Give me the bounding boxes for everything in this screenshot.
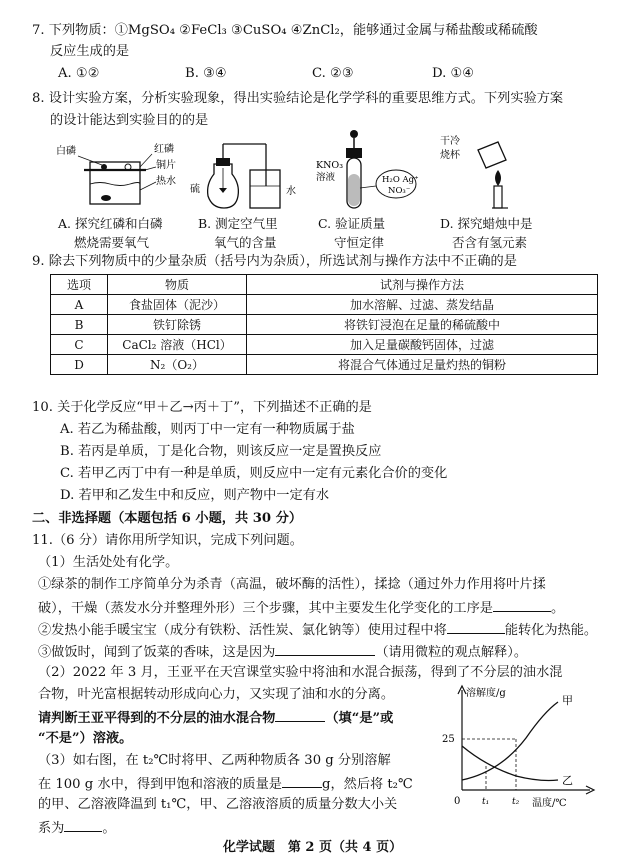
table-cell: 加水溶解、过滤、蒸发结晶: [247, 295, 598, 315]
table-row: [51, 335, 598, 355]
q11-part2-line2: 合物，叶光富根据转动形成向心力，又实现了油和水的分离。: [38, 687, 395, 702]
label-white-phosphorus: 白磷: [56, 146, 76, 157]
q7-stem-line2: 反应生成的是: [50, 44, 130, 59]
caption-b-line2: 氧气的含量: [214, 235, 277, 250]
q11-part3-line4: 系为 。: [38, 818, 116, 838]
q11-part1-b: ②发热小能手暖宝宝（成分有铁粉、活性炭、氯化钠等）使用过程中将 能转化为热能。: [38, 620, 597, 640]
q11-part3-line1: （3）如右图，在 t₂℃时将甲、乙两种物质各 30 g 分别溶解: [38, 753, 391, 768]
caption-a-line1: A. 探究红磷和白磷: [58, 216, 163, 231]
solubility-chart: [440, 682, 610, 812]
label-water-b: 水: [286, 186, 296, 197]
answer-blank-6[interactable]: [64, 818, 102, 832]
answer-blank-5[interactable]: [282, 774, 322, 788]
chart-xlabel: 温度/℃: [532, 798, 567, 809]
q11-part1-title: （1）生活处处有化学。: [38, 555, 179, 570]
answer-blank-1[interactable]: [493, 598, 551, 612]
q11-part2-line3: 请判断王亚平得到的不分层的油水混合物 （填“是”或: [38, 708, 393, 728]
table-cell: A: [51, 295, 108, 315]
q11-part1-a-line1: ①绿茶的制作工序简单分为杀青（高温，破坏酶的活性），揉捻（通过外力作用将叶片揉: [38, 577, 546, 592]
table-row: [51, 315, 598, 335]
label-solution: 溶液: [316, 172, 336, 183]
q9-stem: 9. 除去下列物质中的少量杂质（括号内为杂质），所选试剂与操作方法中不正确的是: [32, 254, 517, 269]
series-jia-label: 甲: [562, 694, 573, 707]
q8-stem-line2: 的设计能达到实验目的的是: [50, 113, 209, 128]
table-cell: 加入足量碳酸钙固体，过滤: [247, 335, 598, 355]
q11-part2-line4: “不是”）溶液。: [38, 731, 133, 746]
caption-a-line2: 燃烧需要氧气: [74, 235, 150, 250]
q7-option-d: D. ①④: [432, 66, 475, 81]
table-cell: N₂（O₂）: [108, 355, 247, 375]
chart-xtick-t1: t₁: [482, 797, 490, 807]
q11-part3-line2: 在 100 g 水中，得到甲饱和溶液的质量是 g，然后将 t₂℃: [38, 774, 413, 794]
chart-ytick-25: 25: [442, 734, 455, 745]
table-cell: CaCl₂ 溶液（HCl）: [108, 335, 247, 355]
section-2-heading: 二、非选择题（本题包括 6 小题，共 30 分）: [32, 511, 303, 526]
q10-option-b: B. 若丙是单质，丁是化合物，则该反应一定是置换反应: [60, 444, 382, 459]
label-beaker: 烧杯: [440, 150, 460, 161]
q7-stem-line1: 7. 下列物质：①MgSO₄ ②FeCl₃ ③CuSO₄ ④ZnCl₂，能够通过金属与稀盐酸或稀硫酸: [32, 23, 538, 38]
col-header-method: 试剂与操作方法: [247, 275, 598, 295]
series-yi-label: 乙: [562, 774, 573, 787]
label-ions-2: NO₃⁻: [388, 186, 411, 196]
q11-part1-a-line2: 破），干燥（蒸发水分并整理外形）三个步骤，其中主要发生化学变化的工序是 。: [38, 598, 564, 618]
table-cell: 食盐固体（泥沙）: [108, 295, 247, 315]
table-cell: 将铁钉浸泡在足量的稀硫酸中: [247, 315, 598, 335]
caption-b-line1: B. 测定空气里: [198, 216, 278, 231]
q10-option-d: D. 若甲和乙发生中和反应，则产物中一定有水: [60, 488, 330, 503]
table-cell: 将混合气体通过足量灼热的铜粉: [247, 355, 598, 375]
q8-stem-line1: 8. 设计实验方案，分析实验现象，得出实验结论是化学学科的重要思维方式。下列实验方案: [32, 91, 564, 106]
q10-stem: 10. 关于化学反应“甲＋乙→丙＋丁”，下列描述不正确的是: [32, 400, 372, 415]
q11-stem: 11.（6 分）请你用所学知识，完成下列问题。: [32, 533, 303, 548]
caption-d-line1: D. 探究蜡烛中是: [440, 216, 533, 231]
table-cell: C: [51, 335, 108, 355]
figure-d-candle: [440, 130, 550, 214]
q11-part3-line3: 的甲、乙溶液降温到 t₁℃，甲、乙溶液溶质的质量分数大小关: [38, 797, 398, 812]
q11-part2-line1: （2）2022 年 3 月，王亚平在天宫课堂实验中将油和水混合振荡，得到了不分层的油水混: [38, 665, 563, 680]
col-header-option: 选项: [51, 275, 108, 295]
label-hot-water: 热水: [156, 176, 176, 187]
label-kno3: KNO₃: [316, 160, 344, 171]
caption-c-line1: C. 验证质量: [318, 216, 386, 231]
q7-option-a: A. ①②: [58, 66, 100, 81]
answer-blank-3[interactable]: [275, 642, 375, 656]
caption-c-line2: 守恒定律: [334, 235, 385, 250]
table-cell: B: [51, 315, 108, 335]
chart-ylabel: 溶解度/g: [466, 688, 506, 699]
q7-option-b: B. ③④: [185, 66, 227, 81]
q9-table: [50, 274, 598, 375]
figure-c-mass-conservation: [316, 126, 436, 214]
table-row: [51, 355, 598, 375]
q11-part1-c: ③做饭时，闻到了饭菜的香味，这是因为 （请用微粒的观点解释）。: [38, 642, 527, 662]
table-cell: 铁钉除锈: [108, 315, 247, 335]
chart-xtick-t2: t₂: [512, 797, 520, 807]
q10-option-c: C. 若甲乙丙丁中有一种是单质，则反应中一定有元素化合价的变化: [60, 466, 448, 481]
table-row: [51, 295, 598, 315]
q7-option-c: C. ②③: [312, 66, 354, 81]
q10-option-a: A. 若乙为稀盐酸，则丙丁中一定有一种物质属于盐: [60, 422, 355, 437]
chart-origin: 0: [454, 796, 461, 807]
label-sulfur: 硫: [190, 184, 200, 195]
label-ions-1: H₂O Ag⁺: [382, 175, 419, 185]
answer-blank-4[interactable]: [275, 708, 325, 722]
figure-a-phosphorus: [56, 132, 176, 212]
page-footer: 化学试题 第 2 页（共 4 页）: [222, 840, 403, 855]
caption-d-line2: 否含有氢元素: [452, 235, 528, 250]
label-dry-cold: 干冷: [440, 136, 460, 147]
series-jia-line: [462, 702, 558, 780]
label-copper-sheet: 铜片: [156, 160, 176, 171]
label-red-phosphorus: 红磷: [154, 144, 174, 155]
answer-blank-2[interactable]: [447, 620, 505, 634]
table-cell: D: [51, 355, 108, 375]
col-header-substance: 物质: [108, 275, 247, 295]
figure-b-oxygen-content: [186, 130, 306, 214]
table-header-row: [51, 275, 598, 295]
